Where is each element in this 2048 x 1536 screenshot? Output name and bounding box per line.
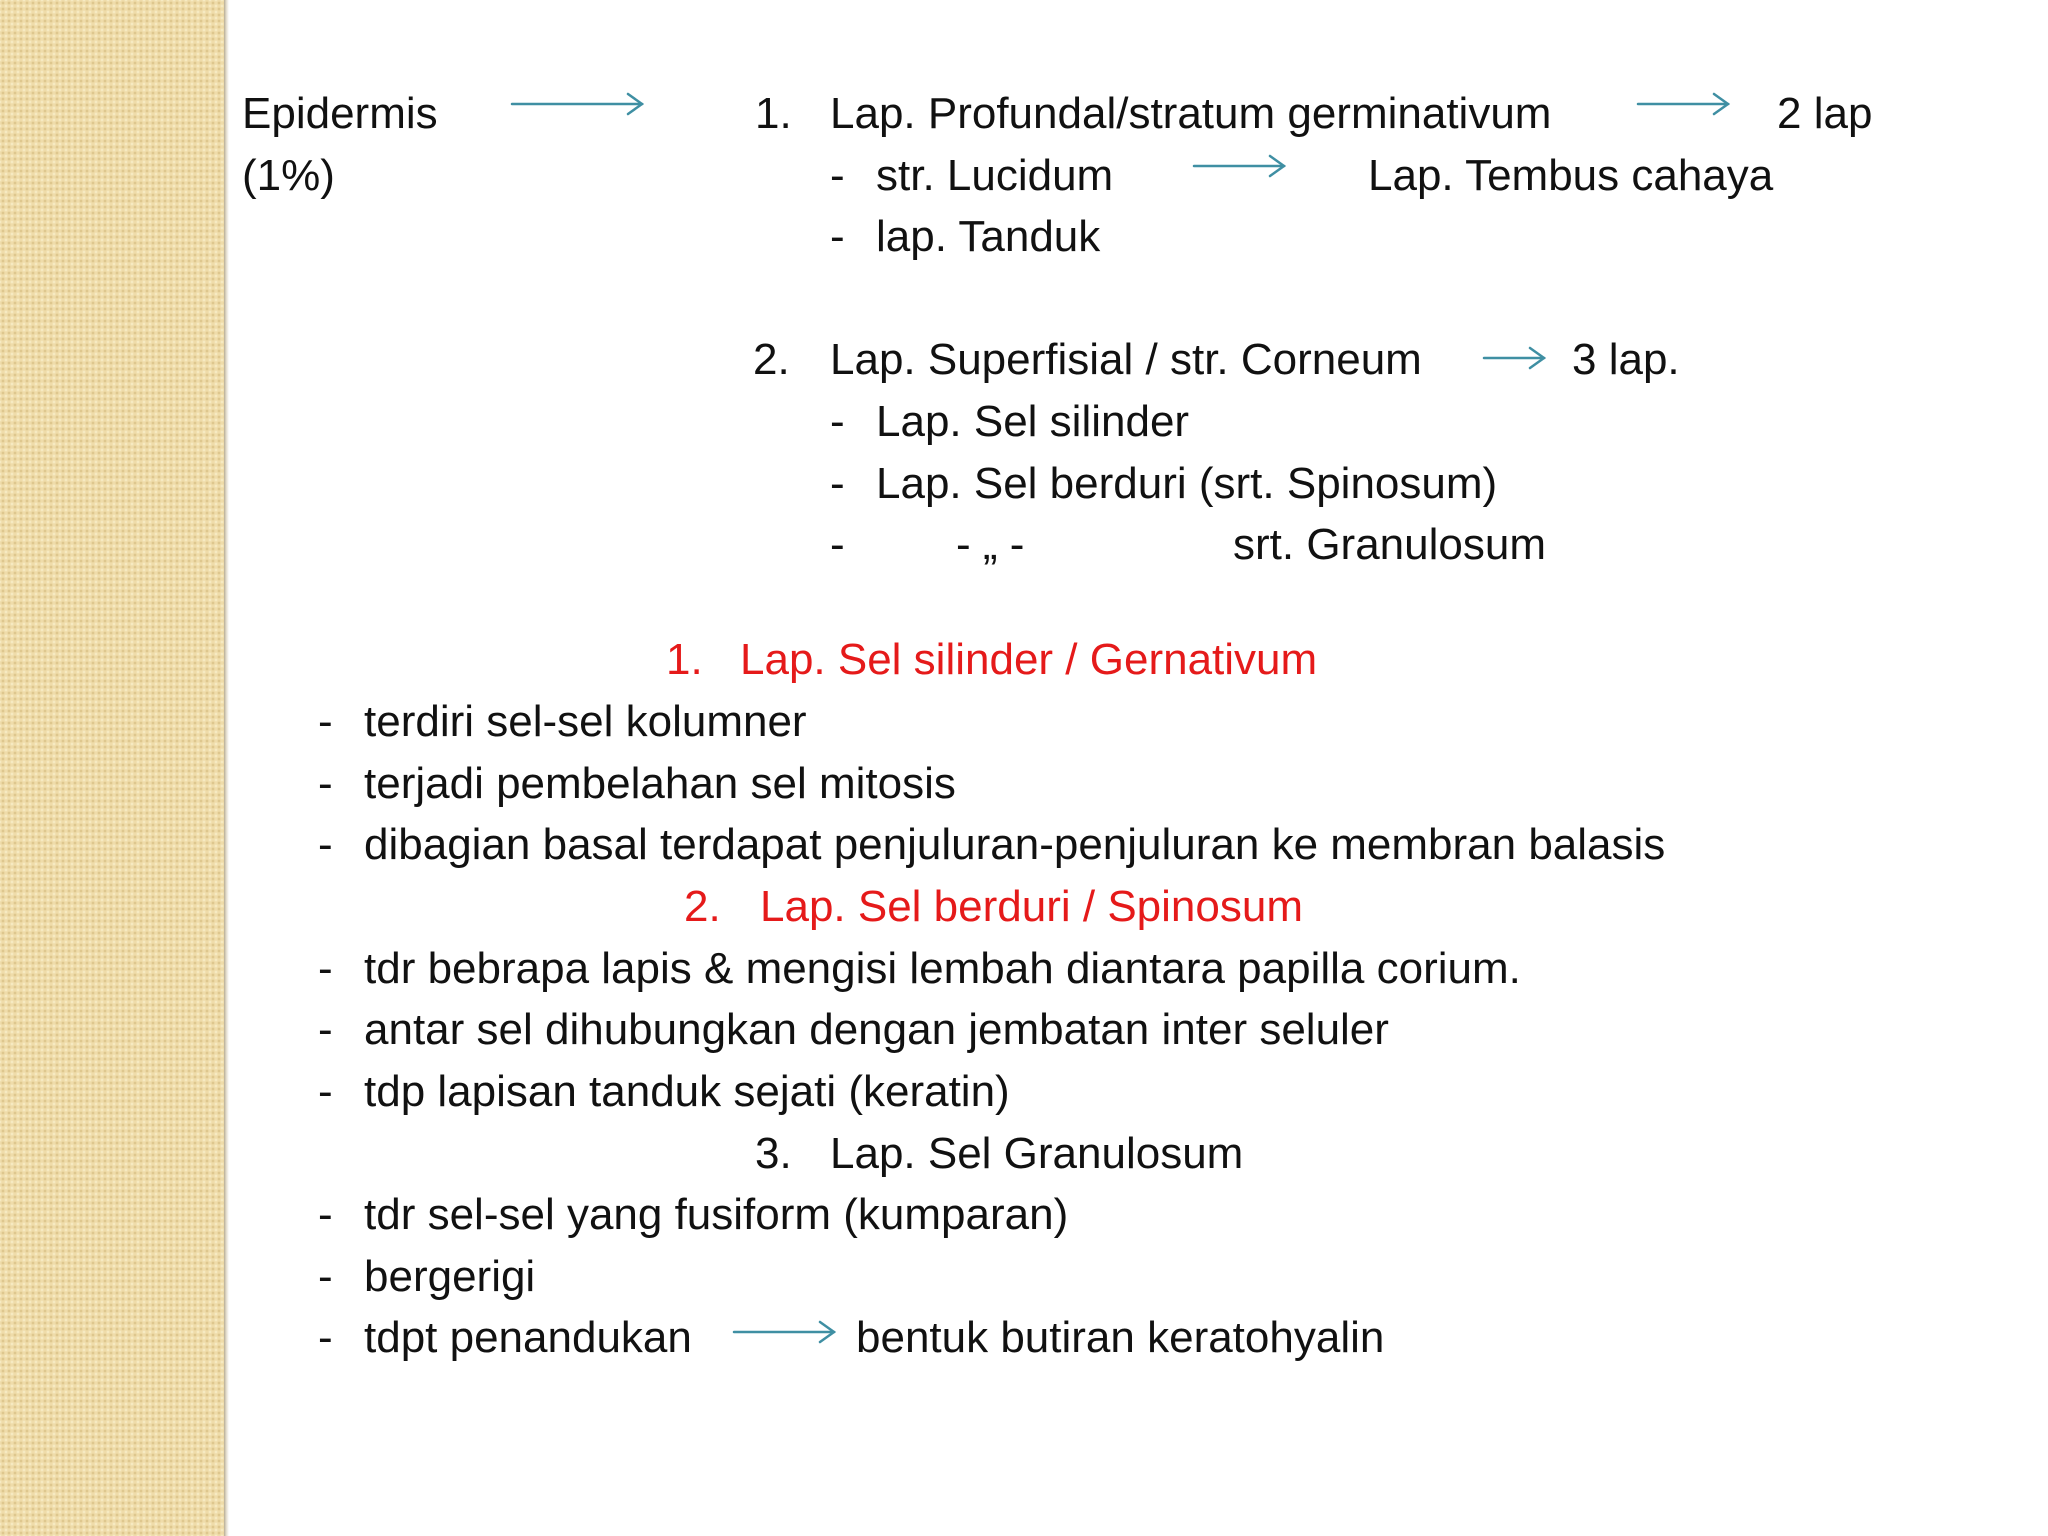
bullet-dash: -: [318, 1005, 333, 1054]
detail-1-point-2: terjadi pembelahan sel mitosis: [364, 759, 956, 808]
detail-1-title: Lap. Sel silinder / Gernativum: [740, 635, 1318, 684]
layer-2-result: 3 lap.: [1572, 335, 1680, 384]
layer-1-number: 1.: [755, 89, 792, 138]
layer-1-sub-1-result: Lap. Tembus cahaya: [1368, 151, 1774, 200]
detail-3-point-3: tdpt penandukan: [364, 1313, 692, 1362]
epidermis-label: Epidermis: [242, 89, 438, 138]
detail-3-point-2: bergerigi: [364, 1252, 536, 1301]
layer-2-title: Lap. Superfisial / str. Corneum: [830, 335, 1422, 384]
layer-2-sub-3-dash: -: [830, 520, 845, 569]
bullet-dash: -: [318, 1067, 333, 1116]
layer-2-sub-2-dash: -: [830, 459, 845, 508]
detail-2-title: Lap. Sel berduri / Spinosum: [760, 882, 1303, 931]
layer-2-sub-1-dash: -: [830, 397, 845, 446]
arrow-right-icon: [1192, 150, 1288, 180]
bullet-dash: -: [318, 1252, 333, 1301]
layer-1-sub-2-text: lap. Tanduk: [876, 212, 1101, 261]
detail-3-point-3-result: bentuk butiran keratohyalin: [856, 1313, 1385, 1362]
layer-2-sub-3-ditto: - „ -: [956, 520, 1025, 569]
arrow-right-icon: [1636, 88, 1732, 118]
detail-1-number: 1.: [666, 635, 703, 684]
bullet-dash: -: [318, 944, 333, 993]
detail-1-point-1: terdiri sel-sel kolumner: [364, 697, 807, 746]
detail-3-number: 3.: [755, 1129, 792, 1178]
decorative-sidebar: [0, 0, 224, 1536]
detail-1-point-3: dibagian basal terdapat penjuluran-penjuluran ke membran balasis: [364, 820, 1666, 869]
sidebar-edge: [224, 0, 229, 1536]
bullet-dash: -: [318, 1313, 333, 1362]
layer-2-number: 2.: [753, 335, 790, 384]
bullet-dash: -: [318, 820, 333, 869]
layer-2-sub-2-text: Lap. Sel berduri (srt. Spinosum): [876, 459, 1498, 508]
bullet-dash: -: [318, 759, 333, 808]
bullet-dash: -: [318, 1190, 333, 1239]
layer-2-sub-1-text: Lap. Sel silinder: [876, 397, 1190, 446]
detail-3-title: Lap. Sel Granulosum: [830, 1129, 1244, 1178]
layer-1-sub-1-text: str. Lucidum: [876, 151, 1114, 200]
layer-1-title: Lap. Profundal/stratum germinativum: [830, 89, 1552, 138]
detail-2-number: 2.: [684, 882, 721, 931]
detail-2-point-3: tdp lapisan tanduk sejati (keratin): [364, 1067, 1010, 1116]
layer-2-sub-3-text: srt. Granulosum: [1233, 520, 1546, 569]
bullet-dash: -: [318, 697, 333, 746]
detail-2-point-1: tdr bebrapa lapis & mengisi lembah diantara papilla corium.: [364, 944, 1521, 993]
arrow-right-icon: [732, 1316, 838, 1346]
arrow-right-icon: [510, 88, 646, 118]
detail-2-point-2: antar sel dihubungkan dengan jembatan inter seluler: [364, 1005, 1389, 1054]
epidermis-percent: (1%): [242, 151, 335, 200]
layer-1-result: 2 lap: [1777, 89, 1873, 138]
layer-1-sub-2-dash: -: [830, 212, 845, 261]
layer-1-sub-1-dash: -: [830, 151, 845, 200]
arrow-right-icon: [1482, 342, 1548, 372]
detail-3-point-1: tdr sel-sel yang fusiform (kumparan): [364, 1190, 1069, 1239]
